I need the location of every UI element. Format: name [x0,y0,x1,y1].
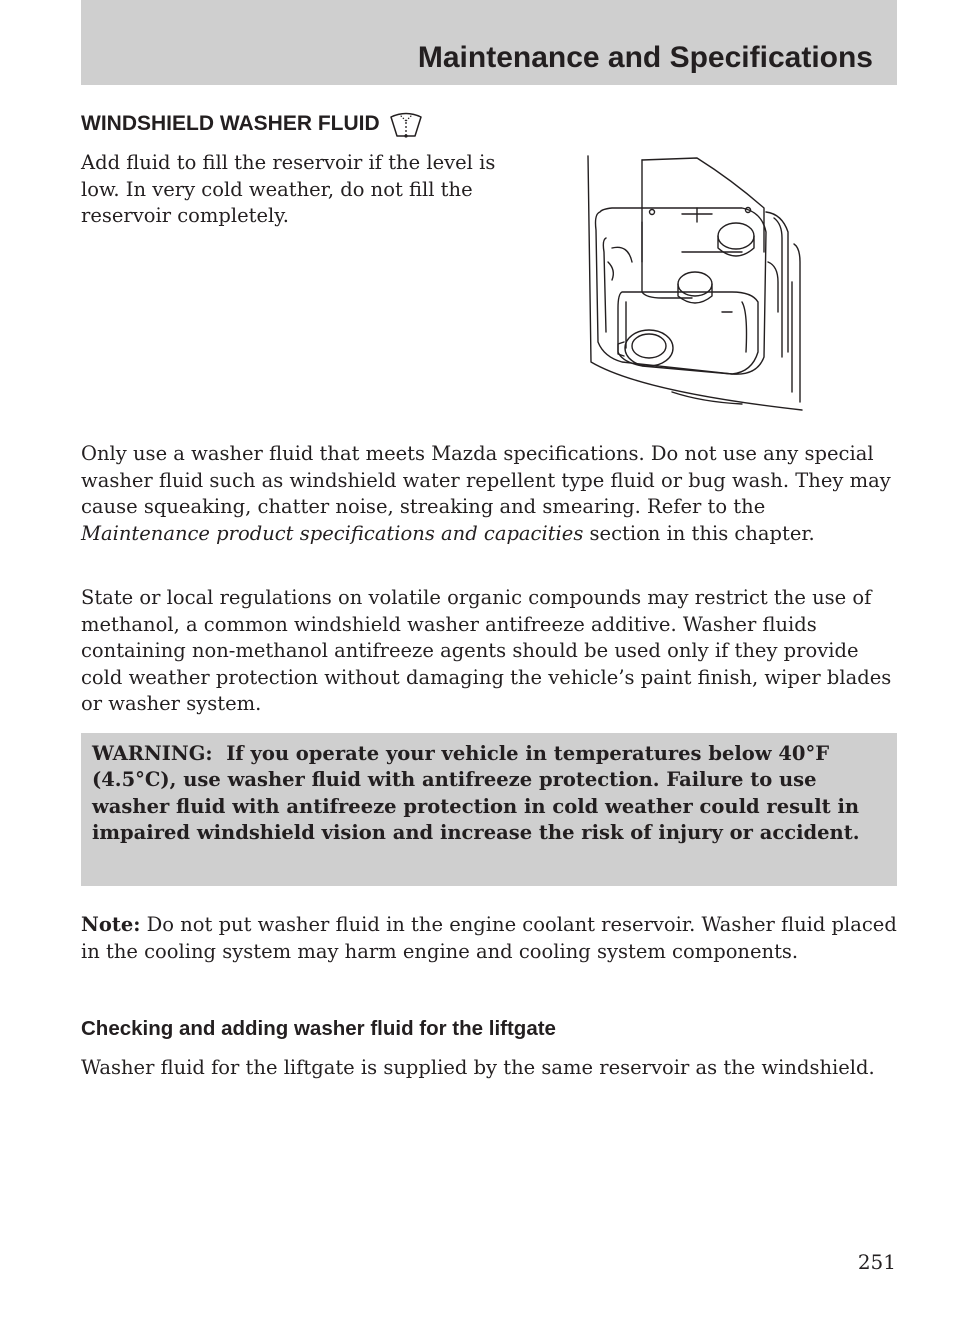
windshield-washer-icon [388,109,424,139]
section-heading [81,108,424,140]
regulations-paragraph: State or local regulations on volatile organic compounds may restrict the use of methanol, a common windshield washer antifreeze additive. Washer fluids containing non-methanol antifreeze agents should be used only if they provide cold weather protection without damaging the vehicle’s paint finish, wiper blades or washer system. [81,586,892,715]
warning-box [81,733,897,886]
washer-reservoir-illustration [582,152,808,414]
warning-label: WARNING: [92,742,213,765]
section-heading-text: WINDSHIELD WASHER FLUID [81,112,380,135]
warning-text [92,741,887,846]
warning-body: If you operate your vehicle in temperatures below 40°F (4.5°C), use washer fluid with antifreeze protection. Failure to use washer fluid with antifreeze protection in cold weather could result in impaired windshield vision and increase the risk of injury or accident. [92,742,860,844]
page-title: Maintenance and Specifications [417,41,873,74]
liftgate-heading: Checking and adding washer fluid for the liftgate [81,1017,556,1040]
note-label: Note: [81,913,141,936]
specifications-text-start: Only use a washer fluid that meets Mazda specifications. Do not use any special washer fluid such as windshield water repellent type fluid or bug wash. They may cause squeaking, chatter noise, streaking and smearing. Refer to the [81,442,891,518]
intro-paragraph: Add fluid to fill the reservoir if the level is low. In very cold weather, do not fill the reservoir completely. [81,151,496,227]
specifications-reference: Maintenance product specifications and capacities [81,521,584,545]
note-body: Do not put washer fluid in the engine coolant reservoir. Washer fluid placed in the cooling system may harm engine and cooling system components. [81,913,897,963]
header-band [81,0,897,85]
page-number: 251 [857,1250,896,1274]
specifications-paragraph [81,441,897,547]
specifications-text-end: section in this chapter. [583,521,815,545]
note-paragraph [81,912,897,965]
liftgate-paragraph: Washer fluid for the liftgate is supplied by the same reservoir as the windshield. [81,1056,875,1079]
